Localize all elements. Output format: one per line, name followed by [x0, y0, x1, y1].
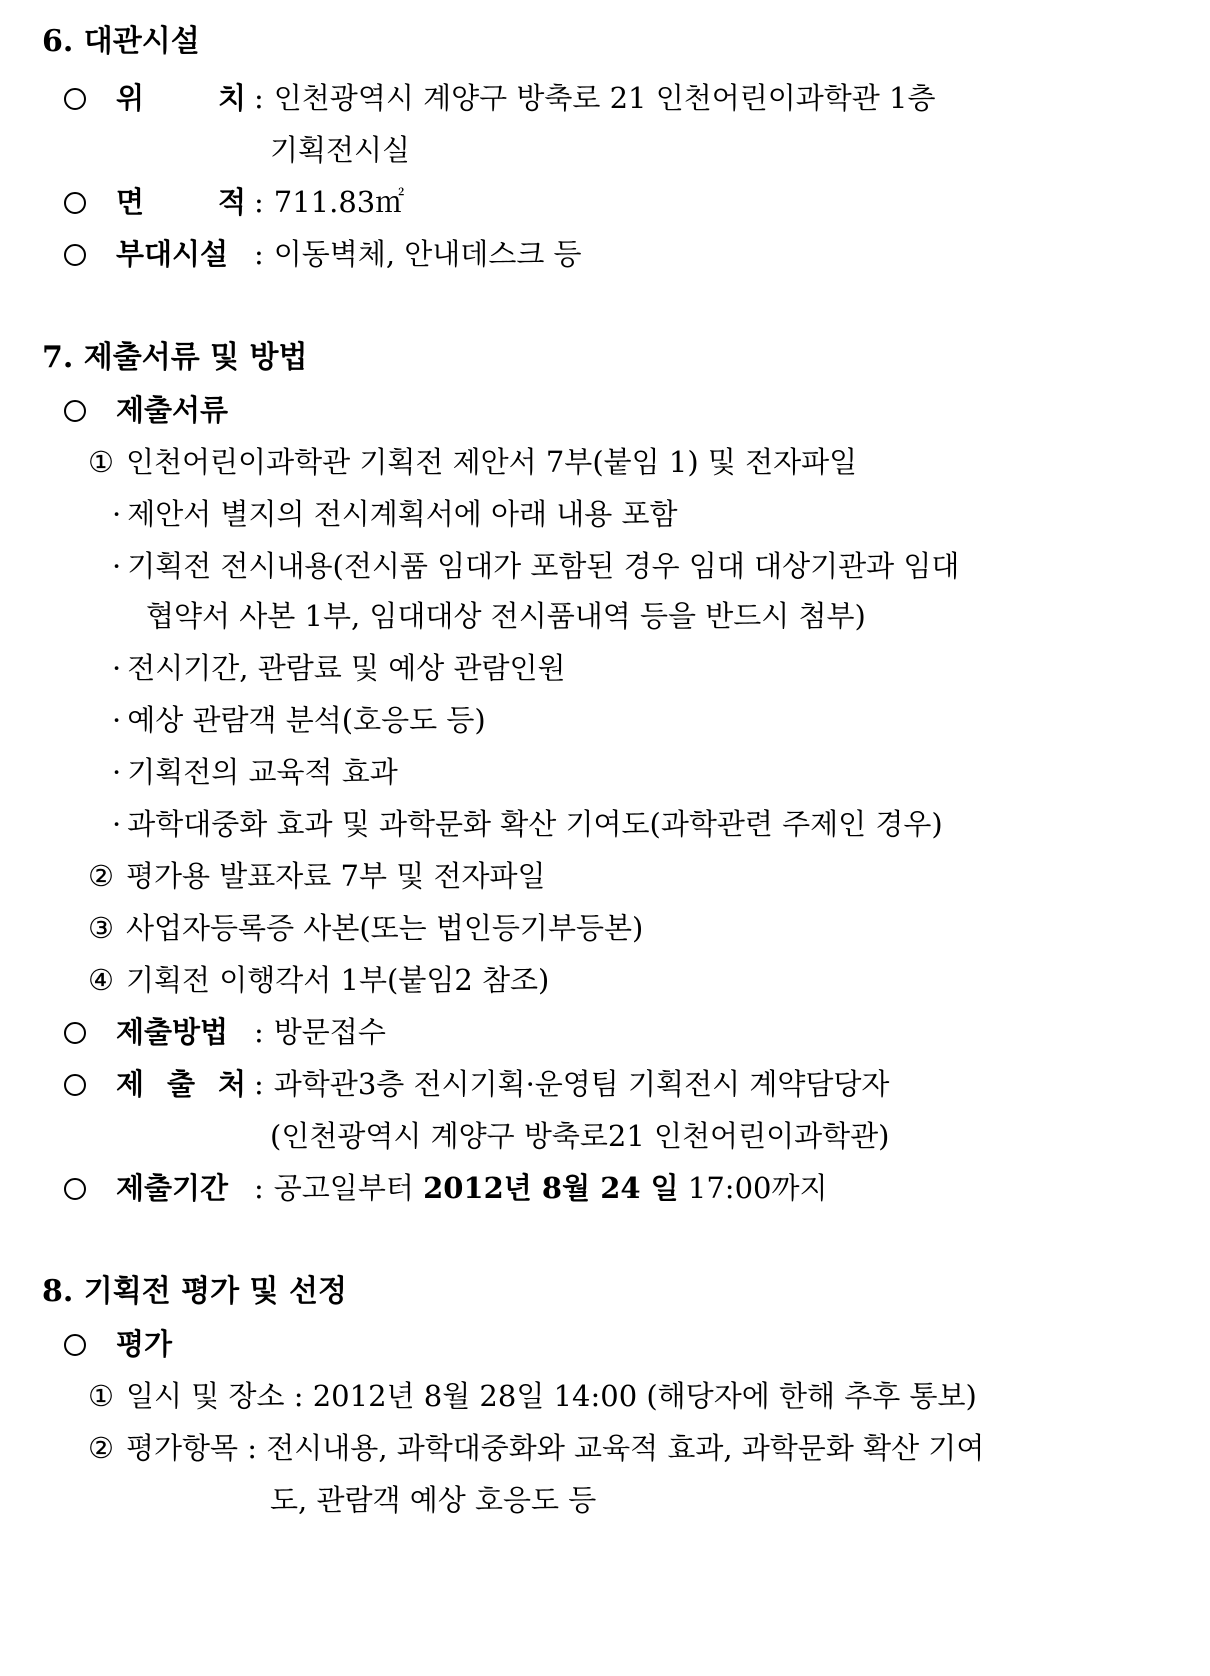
circle-bullet-icon	[64, 1022, 86, 1044]
bullet-dot: ·	[112, 651, 122, 685]
circle-bullet-icon	[64, 400, 86, 422]
method-row	[64, 1012, 386, 1052]
bullet-dot: ·	[112, 755, 122, 789]
area-sep: :	[254, 185, 264, 219]
facilities-value: 이동벽체, 안내데스크 등	[273, 237, 582, 271]
eval-item-2-continued: 도, 관람객 예상 호응도 등	[270, 1483, 597, 1517]
facilities-sep: :	[254, 237, 264, 271]
period-sep: :	[254, 1171, 264, 1205]
destination-label: 제 출 처	[116, 1067, 246, 1101]
eval-label: 평가	[116, 1327, 173, 1361]
document-item-2	[88, 856, 546, 896]
period-label: 제출기간	[116, 1171, 229, 1205]
period-suffix: 17:00까지	[687, 1171, 828, 1205]
location-value: 인천광역시 계양구 방축로 21 인천어린이과학관 1층	[273, 81, 936, 115]
item-text: 일시 및 장소 : 2012년 8월 28일 14:00 (해당자에 한해 추후 통보)	[126, 1379, 977, 1413]
item-number: ④	[88, 963, 114, 997]
sub-item: · 기획전의 교육적 효과	[112, 752, 398, 792]
eval-label-row	[64, 1324, 172, 1364]
circle-bullet-icon	[64, 244, 86, 266]
period-date: 2012년 8월 24 일	[423, 1171, 679, 1205]
section-7-heading: 7. 제출서류 및 방법	[42, 340, 308, 375]
bullet-dot: ·	[112, 807, 122, 841]
circle-bullet-icon	[64, 1178, 86, 1200]
sub-item: · 과학대중화 효과 및 과학문화 확산 기여도(과학관련 주제인 경우)	[112, 804, 943, 844]
method-sep: :	[254, 1015, 264, 1049]
document-item-1	[88, 442, 857, 482]
destination-value: 과학관3층 전시기획·운영팀 기획전시 계약담당자	[273, 1067, 890, 1101]
document-item-3	[88, 908, 643, 948]
item-number: ①	[88, 445, 114, 479]
destination-row	[64, 1064, 889, 1104]
destination-sep: :	[254, 1067, 264, 1101]
circle-bullet-icon	[64, 1334, 86, 1356]
sub-item: · 기획전 전시내용(전시품 임대가 포함된 경우 임대 대상기관과 임대	[112, 546, 959, 586]
document-item-4	[88, 960, 549, 1000]
sub-item: · 전시기간, 관람료 및 예상 관람인원	[112, 648, 566, 688]
bullet-dot: ·	[112, 497, 122, 531]
sub-item: · 예상 관람객 분석(호응도 등)	[112, 700, 486, 740]
facilities-row	[64, 234, 582, 274]
method-value: 방문접수	[273, 1015, 386, 1049]
location-sep: :	[254, 81, 264, 115]
circle-bullet-icon	[64, 1074, 86, 1096]
item-number: ③	[88, 911, 114, 945]
area-row	[64, 182, 404, 222]
bullet-dot: ·	[112, 549, 122, 583]
circle-bullet-icon	[64, 192, 86, 214]
item-text: 인천어린이과학관 기획전 제안서 7부(붙임 1) 및 전자파일	[126, 445, 858, 479]
eval-item-2	[88, 1428, 984, 1468]
destination-value-continued: (인천광역시 계양구 방축로21 인천어린이과학관)	[270, 1119, 890, 1153]
location-label: 위 치	[116, 81, 246, 115]
item-text: 사업자등록증 사본(또는 법인등기부등본)	[126, 911, 644, 945]
section-8-heading: 8. 기획전 평가 및 선정	[42, 1274, 347, 1309]
method-label: 제출방법	[116, 1015, 229, 1049]
sub-item-continued: 협약서 사본 1부, 임대대상 전시품내역 등을 반드시 첨부)	[146, 599, 866, 633]
location-value-continued: 기획전시실	[270, 133, 411, 167]
item-number: ②	[88, 1431, 114, 1465]
circle-bullet-icon	[64, 88, 86, 110]
documents-label: 제출서류	[116, 393, 229, 427]
area-label: 면 적	[116, 185, 246, 219]
period-row	[64, 1168, 828, 1208]
eval-item-1	[88, 1376, 977, 1416]
item-number: ①	[88, 1379, 114, 1413]
item-text: 평가용 발표자료 7부 및 전자파일	[126, 859, 546, 893]
location-row	[64, 78, 936, 118]
bullet-dot: ·	[112, 703, 122, 737]
item-text: 평가항목 : 전시내용, 과학대중화와 교육적 효과, 과학문화 확산 기여	[126, 1431, 985, 1465]
section-6-heading: 6. 대관시설	[42, 24, 200, 59]
area-value: 711.83㎡	[273, 185, 405, 219]
item-text: 기획전 이행각서 1부(붙임2 참조)	[126, 963, 550, 997]
item-number: ②	[88, 859, 114, 893]
documents-label-row	[64, 390, 228, 430]
period-prefix: 공고일부터	[273, 1171, 414, 1205]
sub-item: · 제안서 별지의 전시계획서에 아래 내용 포함	[112, 494, 678, 534]
facilities-label: 부대시설	[116, 237, 229, 271]
